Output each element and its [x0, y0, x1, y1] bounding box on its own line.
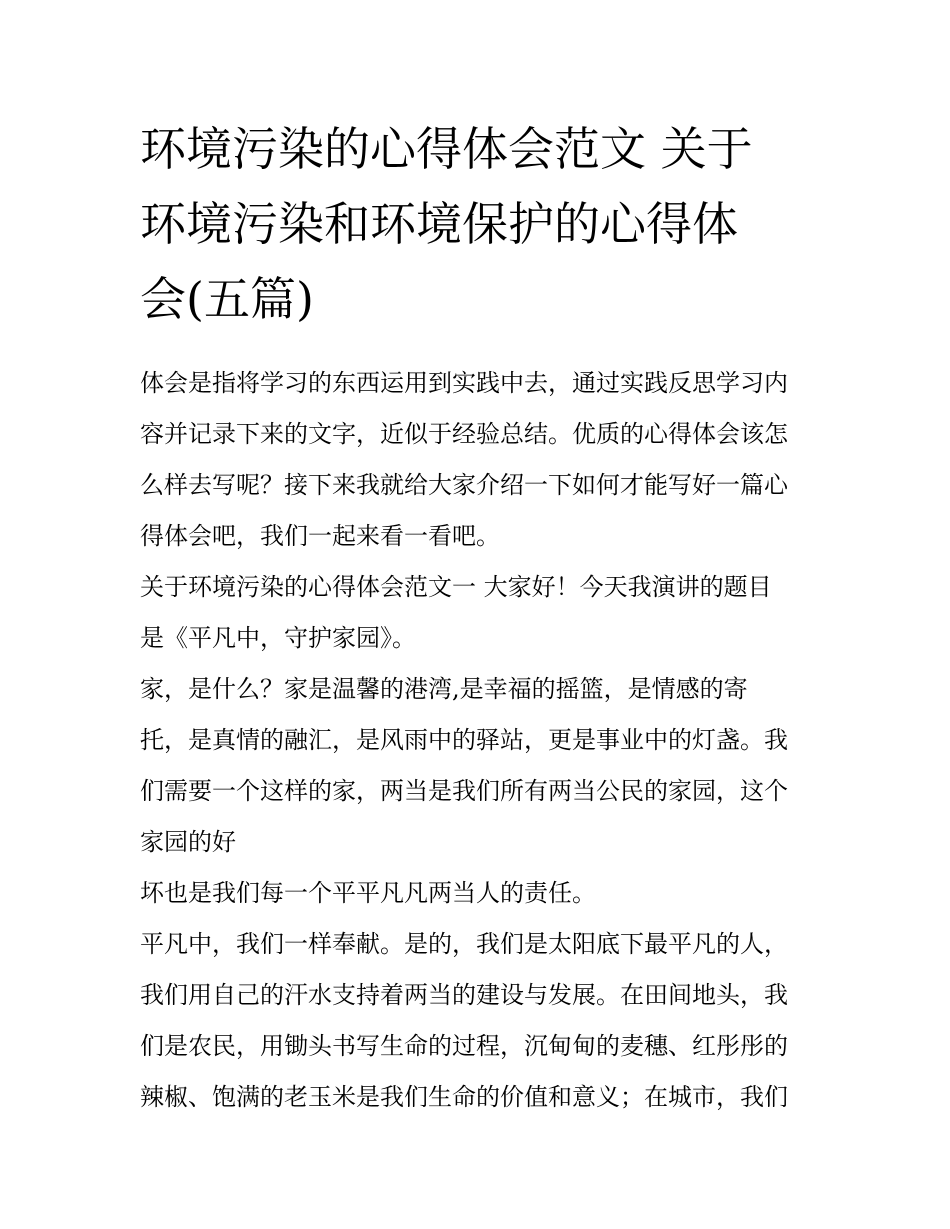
title-line: 环境污染和环境保护的心得体 [140, 197, 738, 251]
body-line: 体会是指将学习的东西运用到实践中去，通过实践反思学习内 [140, 369, 788, 397]
body-line: 关于环境污染的心得体会范文一 大家好！今天我演讲的题目 [140, 573, 772, 601]
body-line: 们需要一个这样的家，两当是我们所有两当公民的家园，这个 [140, 777, 788, 805]
body-line: 家园的好 [140, 828, 236, 856]
document-title [140, 112, 820, 337]
body-line: 容并记录下来的文字，近似于经验总结。优质的心得体会该怎 [140, 420, 788, 448]
body-line: 辣椒、饱满的老玉米是我们生命的价值和意义；在城市，我们 [140, 1083, 788, 1111]
body-line: 们是农民，用锄头书写生命的过程，沉甸甸的麦穗、红彤彤的 [140, 1032, 788, 1060]
body-line: 得体会吧，我们一起来看一看吧。 [140, 522, 500, 550]
body-line: 坏也是我们每一个平平凡凡两当人的责任。 [140, 879, 596, 907]
body-line: 我们用自己的汗水支持着两当的建设与发展。在田间地头，我 [140, 981, 788, 1009]
body-line: 家，是什么？家是温馨的港湾,是幸福的摇篮，是情感的寄 [140, 675, 748, 703]
document-body [140, 358, 820, 1123]
title-line: 会(五篇) [140, 272, 314, 326]
body-line: 么样去写呢？接下来我就给大家介绍一下如何才能写好一篇心 [140, 471, 788, 499]
title-line: 环境污染的心得体会范文 关于 [140, 122, 753, 176]
body-line: 是《平凡中，守护家园》。 [140, 624, 416, 652]
body-line: 平凡中，我们一样奉献。是的，我们是太阳底下最平凡的人， [140, 930, 788, 958]
body-line: 托，是真情的融汇，是风雨中的驿站，更是事业中的灯盏。我 [140, 726, 788, 754]
